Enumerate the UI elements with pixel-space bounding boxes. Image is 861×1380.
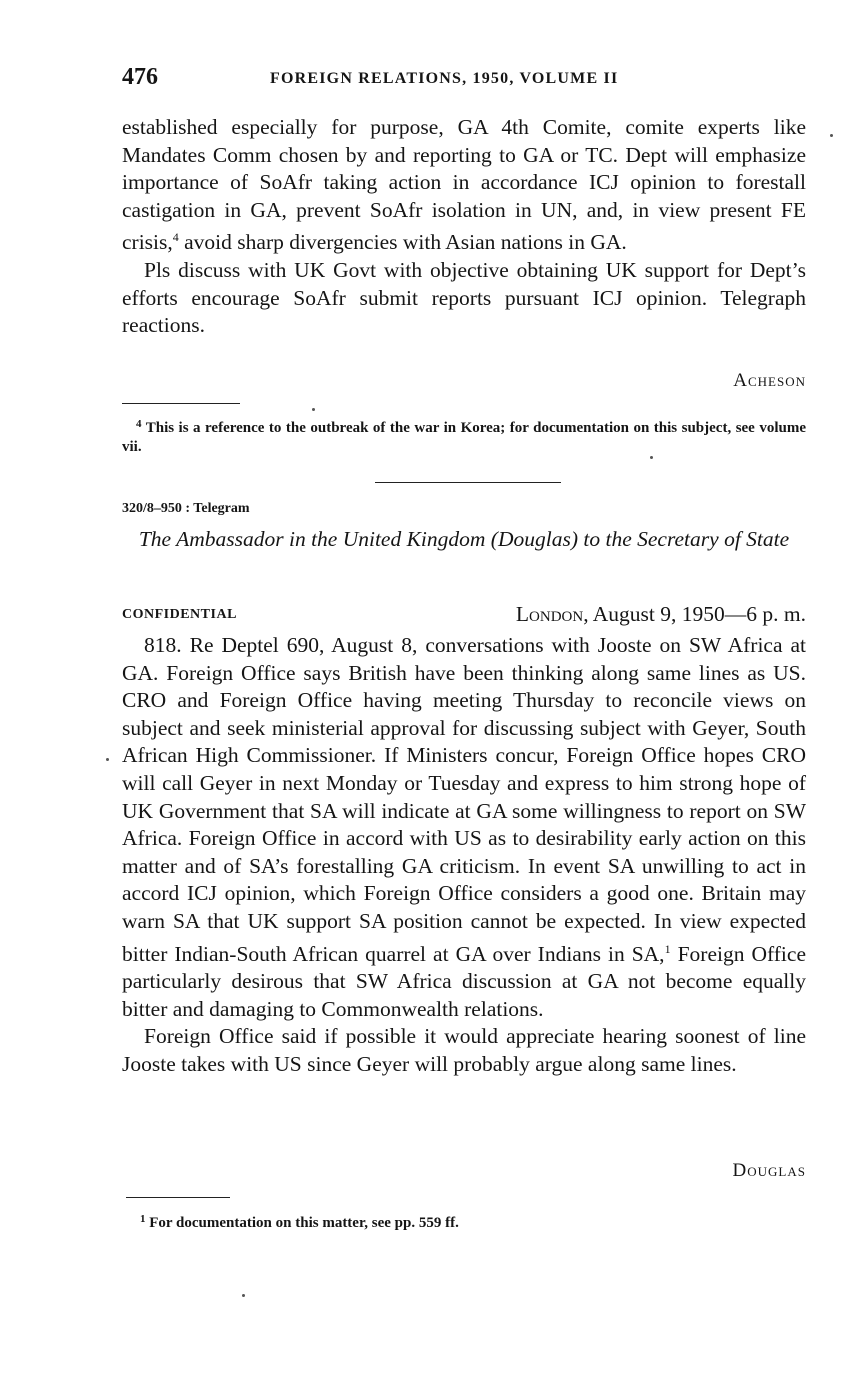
page-header xyxy=(122,64,806,94)
dateline-date: , August 9, 1950—6 p. m. xyxy=(583,602,806,626)
classification: CONFIDENTIAL xyxy=(122,607,237,622)
body-paragraph: Pls discuss with UK Govt with objective obtaining UK support for Dept’s efforts encourage SoAfr submit reports pursuant ICJ opinion. Telegraph reactions. xyxy=(122,257,806,338)
running-head: FOREIGN RELATIONS, 1950, VOLUME II xyxy=(270,70,619,87)
scan-speck xyxy=(830,134,833,137)
body-paragraph: 818. Re Deptel 690, August 8, conversations with Jooste on SW Africa at GA. Foreign Office says British have been thinking along same lines as US. CRO and Foreign Office having meeting Thursday to reconcile views on subject and seek ministerial approval for discussing subject with Geyer, South African High Commissioner. If Ministers concur, Foreign Office hopes CRO will call Geyer in next Monday or Tuesday and express to him strong hope of UK Government that SA will indicate at GA some willingness to report on SW Africa. Foreign Office in accord with US as to desirability early action on this matter and of SA’s forestalling GA criticism. In event SA unwilling to act in accord ICJ opinion, which Foreign Office considers a good one. Britain may warn SA that UK support SA position cannot be expected. In view expected bitter Indian-South African quarrel at GA over Indians in SA,$^1$ Foreign Office particularly desirous that SW Africa discussion at GA not become equally bitter and damaging to Commonwealth relations. xyxy=(122,633,806,1021)
footnote-divider xyxy=(122,403,240,404)
footnote xyxy=(122,415,806,457)
dateline xyxy=(516,602,806,627)
dateline-city: London xyxy=(515,602,584,626)
second-document-body xyxy=(122,632,806,1079)
footnote-divider xyxy=(126,1197,230,1198)
footnote xyxy=(140,1210,800,1233)
footnote-reference: 4 xyxy=(172,230,179,245)
footnote-mark: 1 xyxy=(140,1213,146,1225)
classification-line xyxy=(122,602,806,630)
footnote-mark: 4 xyxy=(136,418,142,430)
footnote-text: This is a reference to the outbreak of the war in Korea; for documentation on this subject, see volume vii. xyxy=(122,420,806,455)
footnote-reference: 1 xyxy=(664,941,671,956)
body-paragraph: Foreign Office said if possible it would appreciate hearing soonest of line Jooste takes with US since Geyer will probably argue along same lines. xyxy=(122,1024,806,1076)
signature-douglas: Douglas xyxy=(732,1160,806,1181)
footnote-text: For documentation on this matter, see pp. 559 ff. xyxy=(149,1215,459,1231)
scan-speck xyxy=(650,456,653,459)
signature-acheson: Acheson xyxy=(733,370,806,391)
document-separator xyxy=(375,482,561,483)
scan-speck xyxy=(106,758,109,761)
body-paragraph: established especially for purpose, GA 4th Comite, comite experts like Mandates Comm chosen by and reporting to GA or TC. Dept will emphasize importance of SoAfr taking action in accordance ICJ opinion to forestall castigation in GA, prevent SoAfr isolation in UN, and, in view present FE crisis,$^4$ avoid sharp divergencies with Asian nations in GA. xyxy=(122,115,806,255)
page-number: 476 xyxy=(122,64,158,90)
scan-speck xyxy=(242,1294,245,1297)
file-reference: 320/8–950 : Telegram xyxy=(122,501,250,516)
first-document-body xyxy=(122,114,806,340)
document-title: The Ambassador in the United Kingdom (Douglas) to the Secretary of State xyxy=(138,527,790,551)
scan-speck xyxy=(312,408,315,411)
